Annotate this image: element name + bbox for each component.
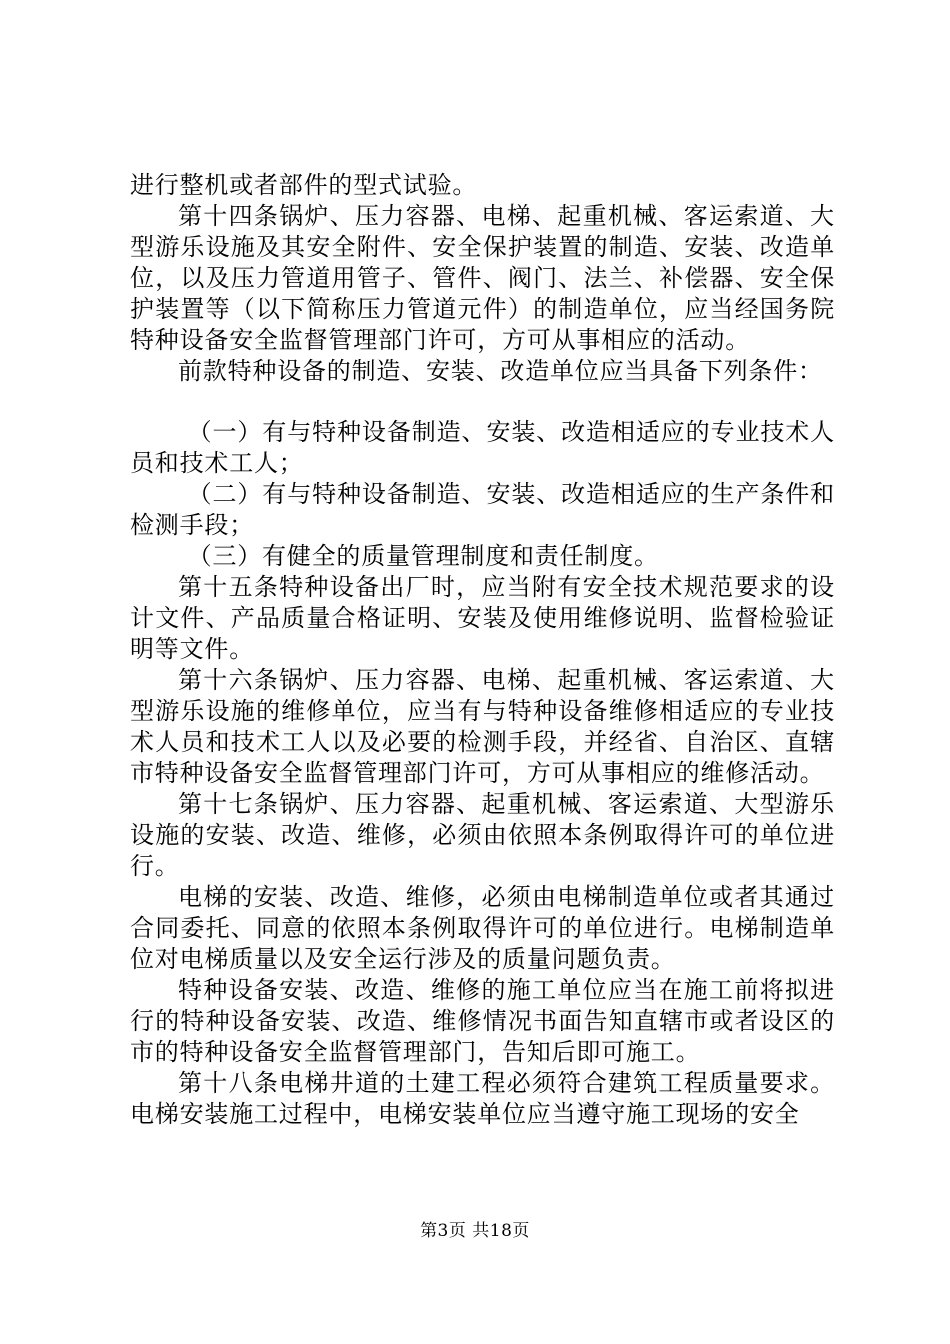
paragraph: 第十七条锅炉、压力容器、起重机械、客运索道、大型游乐设施的安装、改造、维修，必须由依照本条例取得许可的单位进行。 <box>130 790 835 880</box>
paragraph: （一）有与特种设备制造、安装、改造相适应的专业技术人员和技术工人； <box>130 418 835 477</box>
paragraph: 前款特种设备的制造、安装、改造单位应当具备下列条件： <box>178 357 823 385</box>
document-body <box>130 170 835 1130</box>
paragraph: （二）有与特种设备制造、安装、改造相适应的生产条件和检测手段； <box>130 480 835 539</box>
paragraph: 进行整机或者部件的型式试验。 <box>130 171 478 199</box>
paragraph: （三）有健全的质量管理制度和责任制度。 <box>187 542 659 570</box>
paragraph: 第十四条锅炉、压力容器、电梯、起重机械、客运索道、大型游乐设施及其安全附件、安全保护装置的制造、安装、改造单位，以及压力管道用管子、管件、阀门、法兰、补偿器、安全保护装置等（以下简称压力管道元件）的制造单位，应当经国务院特种设备安全监督管理部门许可，方可从事相应的活动。 <box>130 202 835 354</box>
page-footer <box>0 1216 950 1241</box>
paragraph: 特种设备安装、改造、维修的施工单位应当在施工前将拟进行的特种设备安装、改造、维修情况书面告知直辖市或者设区的市的特种设备安全监督管理部门，告知后即可施工。 <box>130 976 835 1066</box>
paragraph: 第十六条锅炉、压力容器、电梯、起重机械、客运索道、大型游乐设施的维修单位，应当有与特种设备维修相适应的专业技术人员和技术工人以及必要的检测手段，并经省、自治区、直辖市特种设备安全监督管理部门许可，方可从事相应的维修活动。 <box>130 666 835 787</box>
paragraph: 第十五条特种设备出厂时，应当附有安全技术规范要求的设计文件、产品质量合格证明、安装及使用维修说明、监督检验证明等文件。 <box>130 573 835 663</box>
paragraph: 电梯的安装、改造、维修，必须由电梯制造单位或者其通过合同委托、同意的依照本条例取得许可的单位进行。电梯制造单位对电梯质量以及安全运行涉及的质量问题负责。 <box>130 883 835 973</box>
paragraph: 第十八条电梯井道的土建工程必须符合建筑工程质量要求。电梯安装施工过程中，电梯安装单位应当遵守施工现场的安全 <box>130 1069 835 1128</box>
page-number-label: 第3页 共18页 <box>420 1221 530 1241</box>
